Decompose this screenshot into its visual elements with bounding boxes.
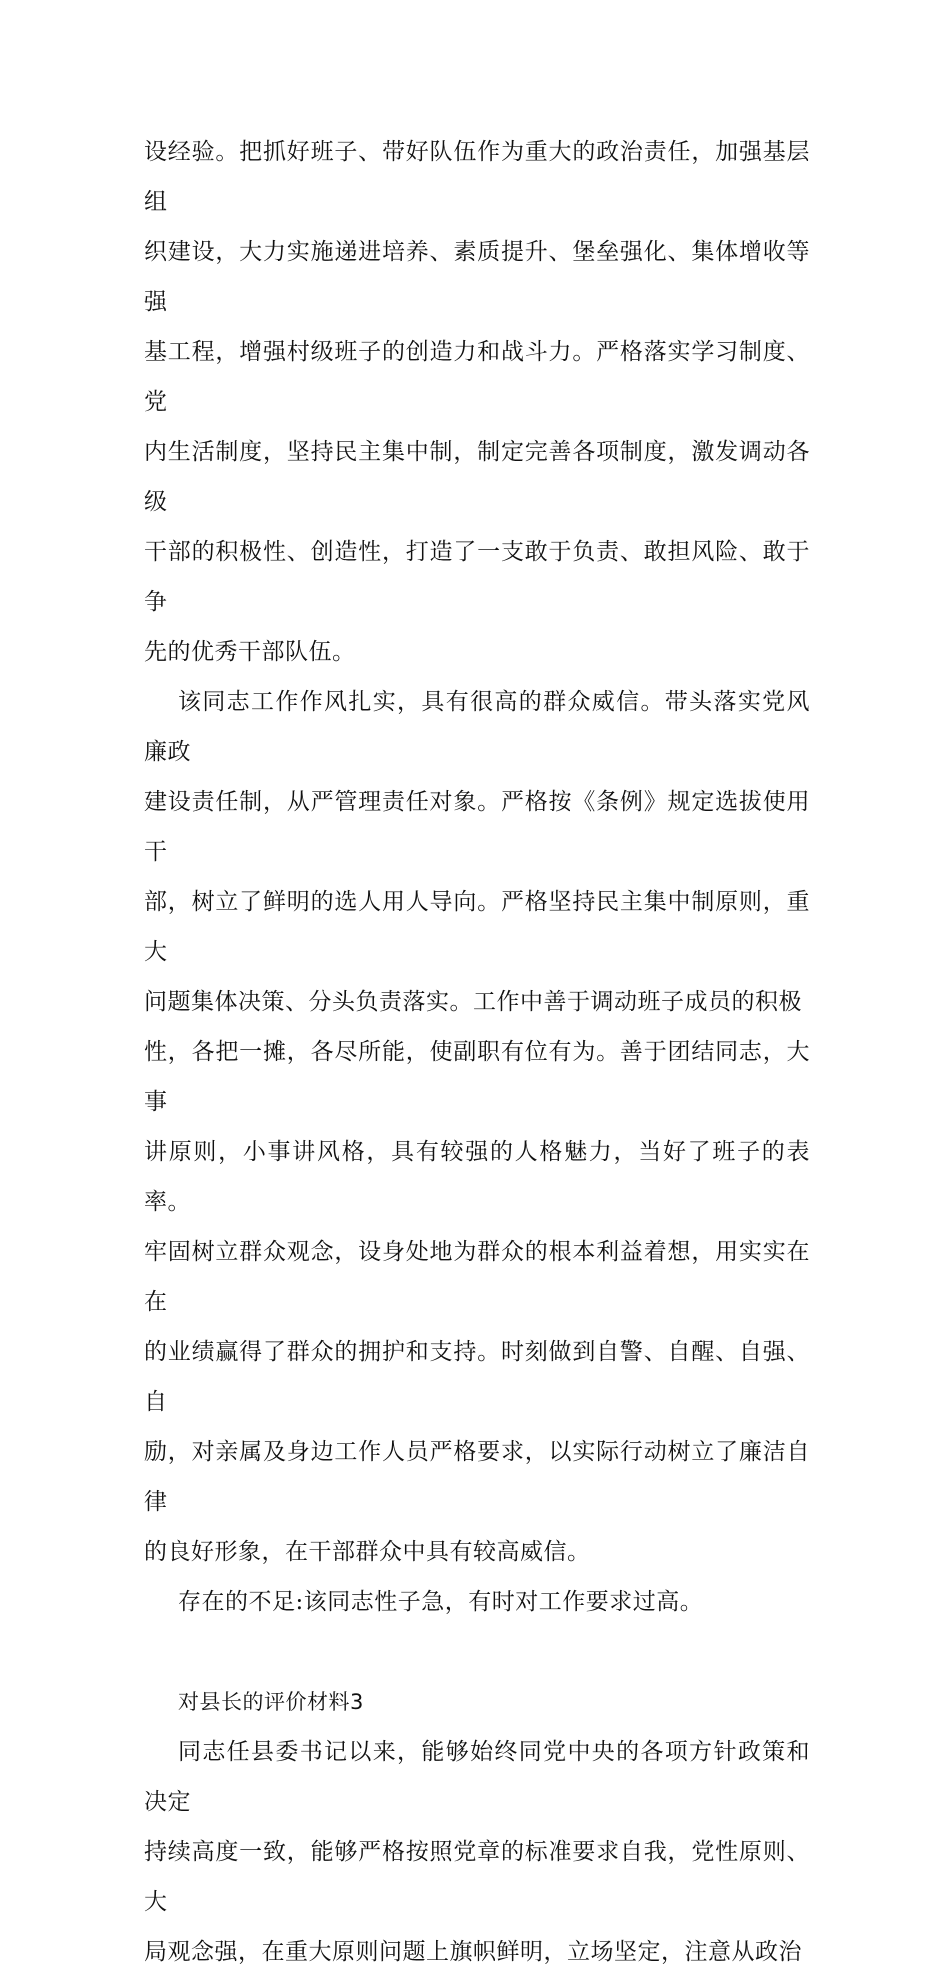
section-heading: 对县长的评价材料3 <box>178 1690 364 1714</box>
body-paragraph: 该同志工作作风扎实，具有很高的群众威信。带头落实党风廉政 建设责任制，从严管理责任对象。严格按《条例》规定选拔使用干 部，树立了鲜明的选人用人导向。严格坚持民主集中制原则，重大 问题集体决策、分头负责落实。工作中善于调动班子成员的积极 性，各把一摊，各尽所能，使副职有位有为。善于团结同志，大事 讲原则，小事讲风格，具有较强的人格魅力，当好了班子的表率。 牢固树立群众观念，设身处地为群众的根本利益着想，用实实在在 的业绩赢得了群众的拥护和支持。时刻做到自警、自醒、自强、自 励，对亲属及身边工作人员严格要求，以实际行动树立了廉洁自律 的良好形象，在干部群众中具有较高威信。 <box>144 689 810 1565</box>
body-paragraph: 设经验。把抓好班子、带好队伍作为重大的政治责任，加强基层组 织建设，大力实施递进培养、素质提升、堡垒强化、集体增收等强 基工程，增强村级班子的创造力和战斗力。严格落实学习制度、党 内生活制度，坚持民主集中制，制定完善各项制度，激发调动各级 干部的积极性、创造性，打造了一支敢于负责、敢担风险、敢于争 先的优秀干部队伍。 <box>144 139 810 665</box>
document-body <box>144 127 810 1977</box>
body-paragraph: 同志任县委书记以来，能够始终同党中央的各项方针政策和决定 持续高度一致，能够严格按照党章的标准要求自我，党性原则、大 局观念强，在重大原则问题上旗帜鲜明，立场坚定，注意从政治 <box>144 1739 810 1965</box>
body-paragraph: 存在的不足:该同志性子急，有时对工作要求过高。 <box>178 1589 704 1615</box>
section-spacer <box>144 1627 810 1677</box>
